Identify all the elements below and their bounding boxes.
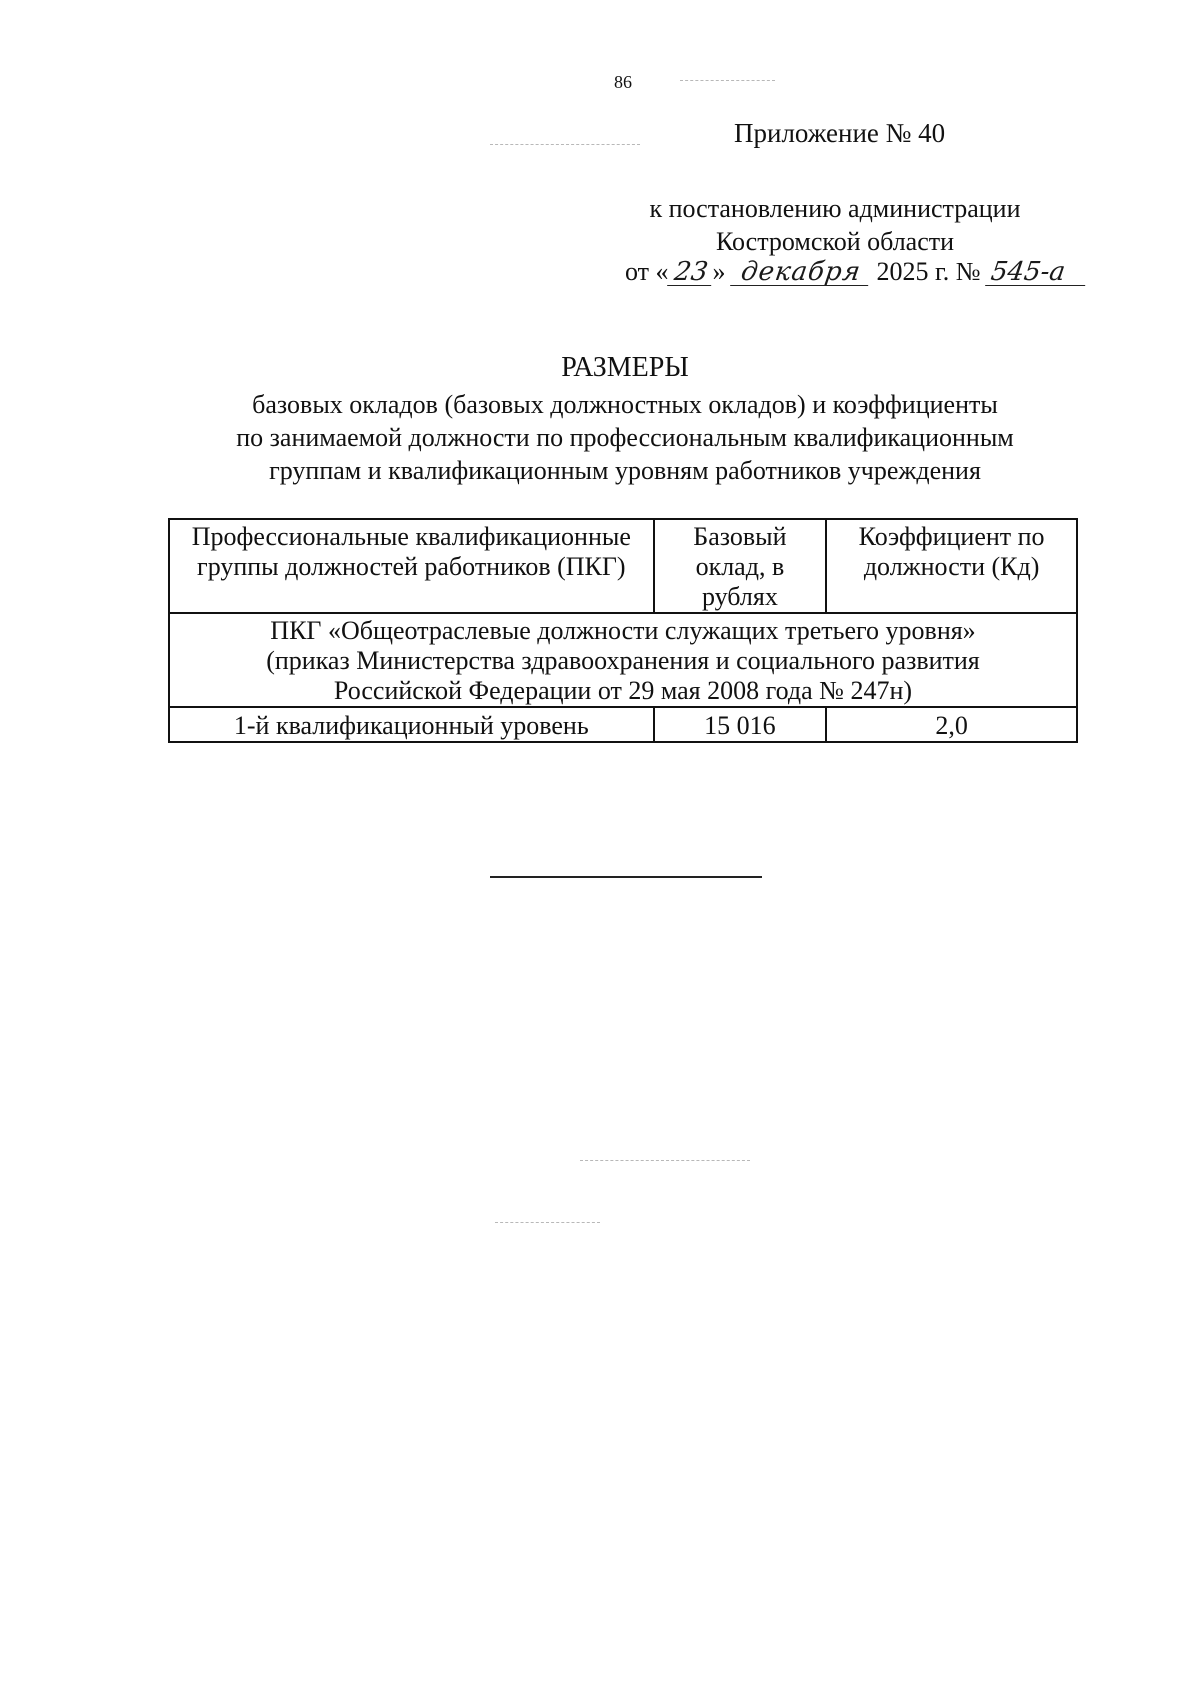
coefficient-value: 2,0 (826, 707, 1077, 742)
appendix-label: Приложение № 40 (734, 118, 946, 148)
decree-date-line (625, 257, 1087, 287)
document-subtitle (160, 388, 1090, 487)
subtitle-line: по занимаемой должности по профессиональным квалификационным (236, 423, 1014, 452)
scan-artifact-line (580, 1160, 750, 1161)
salary-table (168, 518, 1078, 743)
header-base-salary: Базовый оклад, в рублях (654, 519, 827, 613)
group-line: Российской Федерации от 29 мая 2008 года № 247н) (333, 676, 913, 705)
handwritten-day: 23 (667, 259, 715, 286)
group-line: (приказ Министерства здравоохранения и социального развития (266, 646, 980, 675)
date-year: 2025 г. № (876, 257, 981, 286)
header-coefficient: Коэффициент по должности (Кд) (826, 519, 1077, 613)
decree-reference-line: к постановлению администрации (649, 194, 1021, 223)
end-of-document-line (490, 876, 762, 878)
subtitle-line: группам и квалификационным уровням работников учреждения (269, 456, 981, 485)
group-line: ПКГ «Общеотраслевые должности служащих третьего уровня» (270, 616, 976, 645)
decree-reference-line: Костромской области (715, 227, 955, 256)
handwritten-month: декабря (730, 259, 872, 286)
qualification-level: 1-й квалификационный уровень (169, 707, 654, 742)
document-title: РАЗМЕРЫ (561, 352, 689, 383)
decree-reference (600, 192, 1070, 258)
base-salary-value: 15 016 (654, 707, 827, 742)
table-header-row (169, 519, 1077, 613)
group-description (169, 613, 1077, 707)
scan-artifact-line (495, 1222, 600, 1223)
scan-artifact-line (680, 80, 775, 81)
subtitle-line: базовых окладов (базовых должностных окладов) и коэффициенты (252, 390, 998, 419)
table-group-row (169, 613, 1077, 707)
page-number: 86 (614, 72, 632, 92)
date-quote-close: » (712, 257, 726, 286)
header-pkg: Профессиональные квалификационные группы должностей работников (ПКГ) (169, 519, 654, 613)
scan-artifact-line (490, 144, 640, 145)
table-row (169, 707, 1077, 742)
date-prefix: от « (625, 257, 669, 286)
handwritten-decree-number: 545-а (985, 259, 1089, 286)
